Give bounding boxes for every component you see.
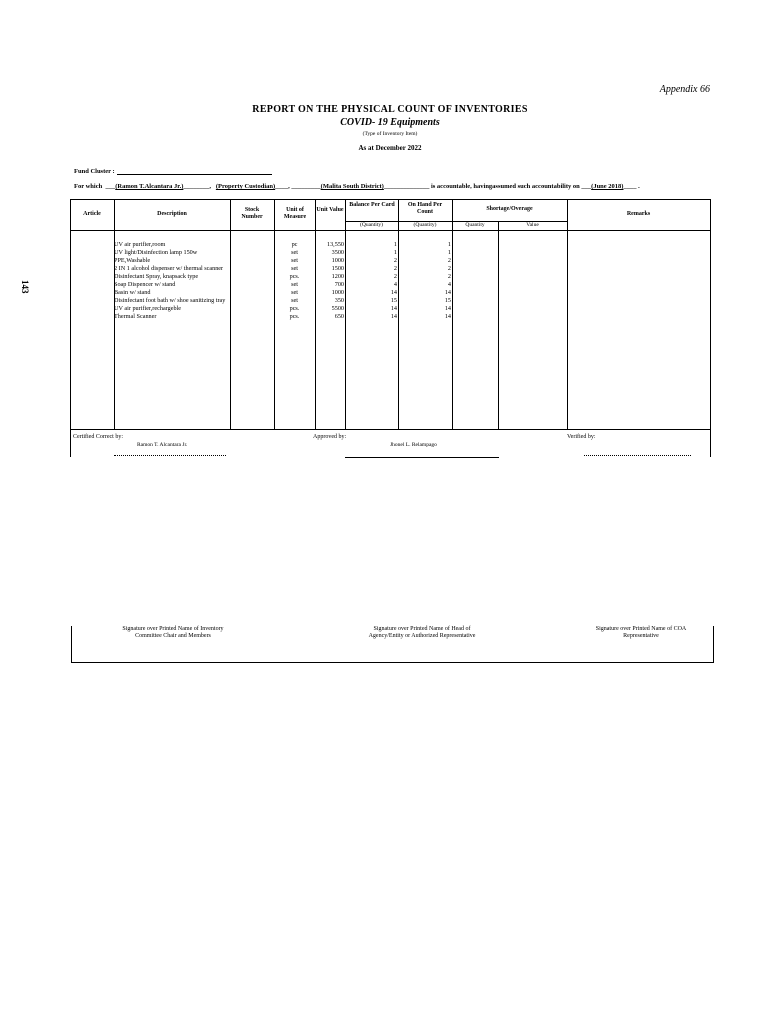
row-onhand: 1: [447, 249, 451, 256]
row-unit-value: 5500: [331, 305, 344, 312]
row-unit-value: 13,550: [326, 241, 344, 248]
row-unit: set: [291, 289, 298, 296]
certified-signature-line: [114, 455, 226, 456]
verified-label: Verified by:: [567, 434, 596, 440]
certified-name: Ramon T. Alcantara Jr.: [137, 442, 188, 448]
row-description: Soap Dispencer w/ stand: [114, 281, 176, 288]
row-description: UV air purifier,room: [114, 241, 166, 248]
accountability-text: is accountable, havingassumed such accountability on: [430, 183, 580, 190]
report-subtitle: COVID- 19 Equipments: [340, 117, 440, 128]
row-unit: set: [291, 249, 298, 256]
row-unit-value: 700: [334, 281, 344, 288]
certified-label: Certified Correct by:: [73, 434, 123, 440]
as-at-date: As at December 2022: [358, 144, 422, 152]
header-unit-of-measure: Unit of Measure: [283, 207, 307, 220]
row-onhand: 14: [444, 313, 451, 320]
verified-signature-line: [584, 455, 691, 456]
row-unit-value: 3500: [331, 249, 344, 256]
row-unit: pcs.: [289, 305, 300, 312]
row-description: Disinfectant Spray, knapsack type: [114, 273, 199, 280]
row-balance: 14: [390, 305, 397, 312]
row-unit-value: 1500: [331, 265, 344, 272]
row-balance: 15: [390, 297, 397, 304]
approved-label: Approved by:: [313, 434, 347, 440]
row-unit: set: [291, 281, 298, 288]
row-unit: pcs.: [289, 313, 300, 320]
header-remarks: Remarks: [626, 211, 651, 217]
row-onhand: 4: [447, 281, 451, 288]
row-description: UV air purifier,rechargeble: [114, 305, 182, 312]
subheader-so-quantity: Quantity: [465, 222, 485, 228]
inventory-table: [70, 199, 711, 429]
caption-coa: Signature over Printed Name of COA Representative: [595, 626, 687, 639]
signature-caption-box: [71, 626, 714, 663]
row-onhand: 2: [447, 265, 451, 272]
row-balance: 2: [393, 273, 397, 280]
accountability-statement: For which ___(Ramon T.Alcantara Jr.)________, (Property Custodian)____, _________(Malita South District)______________ is accountable, havingassumed such accountability on ___(June 2018)____ .: [74, 183, 640, 190]
row-unit: set: [291, 265, 298, 272]
approved-signature-line: [345, 457, 499, 458]
row-balance: 2: [393, 257, 397, 264]
row-description: 2 IN 1 alcohol dispenser w/ thermal scanner: [114, 265, 224, 272]
row-unit-value: 1000: [331, 257, 344, 264]
row-description: PPE,Washable: [114, 257, 151, 264]
subheader-onhand-quantity: (Quantity): [413, 222, 437, 228]
header-description: Description: [157, 211, 187, 217]
report-title: REPORT ON THE PHYSICAL COUNT OF INVENTORIES: [252, 104, 528, 115]
row-balance: 4: [393, 281, 397, 288]
for-which-prefix: For which: [74, 183, 103, 190]
subheader-balance-quantity: (Quantity): [360, 222, 383, 228]
row-description: Disinfectant foot bath w/ shoe sanitizing tray: [114, 297, 226, 304]
station: (Malita South District): [320, 183, 384, 190]
row-unit: set: [291, 297, 298, 304]
header-unit-value: Unit Value: [316, 207, 344, 213]
row-unit-value: 350: [334, 297, 344, 304]
row-unit: pc: [291, 241, 298, 248]
row-unit-value: 1200: [331, 273, 344, 280]
row-unit: pcs.: [289, 273, 300, 280]
header-article: Article: [83, 211, 101, 217]
caption-head-of-agency: Signature over Printed Name of Head of Agency/Entity or Authorized Representative: [368, 626, 476, 639]
row-balance: 14: [390, 313, 397, 320]
row-onhand: 15: [444, 297, 451, 304]
row-unit-value: 1000: [331, 289, 344, 296]
approved-name: Jhonel L. Relampago: [390, 442, 437, 448]
appendix-label: Appendix 66: [659, 84, 710, 95]
row-balance: 1: [393, 241, 397, 248]
row-onhand: 14: [444, 305, 451, 312]
type-label: (Type of Inventory Item): [362, 131, 418, 137]
fund-cluster: [74, 167, 272, 175]
row-onhand: 14: [444, 289, 451, 296]
header-on-hand-per-count: On Hand Per Count: [407, 202, 443, 215]
row-balance: 2: [393, 265, 397, 272]
fund-cluster-label: Fund Cluster :: [74, 168, 115, 175]
accountable-officer-name: (Ramon T.Alcantara Jr.): [115, 183, 184, 190]
fund-cluster-field: [117, 167, 272, 175]
accountable-officer-designation: (Property Custodian): [215, 183, 276, 190]
subheader-so-value: Value: [526, 222, 539, 228]
row-unit-value: 650: [334, 313, 344, 320]
page-side-number: 143: [20, 280, 30, 294]
assumption-date: (June 2018): [591, 183, 624, 190]
row-description: UV light/Disinfection lamp 150w: [114, 249, 198, 256]
row-unit: set: [291, 257, 298, 264]
row-description: Thermal Scanner: [114, 313, 157, 320]
caption-committee: Signature over Printed Name of Inventory Committee Chair and Members: [122, 626, 224, 639]
header-shortage-overage: Shortage/Overage: [486, 206, 533, 212]
row-balance: 14: [390, 289, 397, 296]
row-onhand: 2: [447, 273, 451, 280]
row-onhand: 1: [447, 241, 451, 248]
row-onhand: 2: [447, 257, 451, 264]
row-balance: 1: [393, 249, 397, 256]
row-description: Basin w/ stand: [114, 289, 151, 296]
header-balance-per-card: Balance Per Card: [349, 202, 395, 208]
header-stock-number: Stock Number: [241, 207, 263, 220]
